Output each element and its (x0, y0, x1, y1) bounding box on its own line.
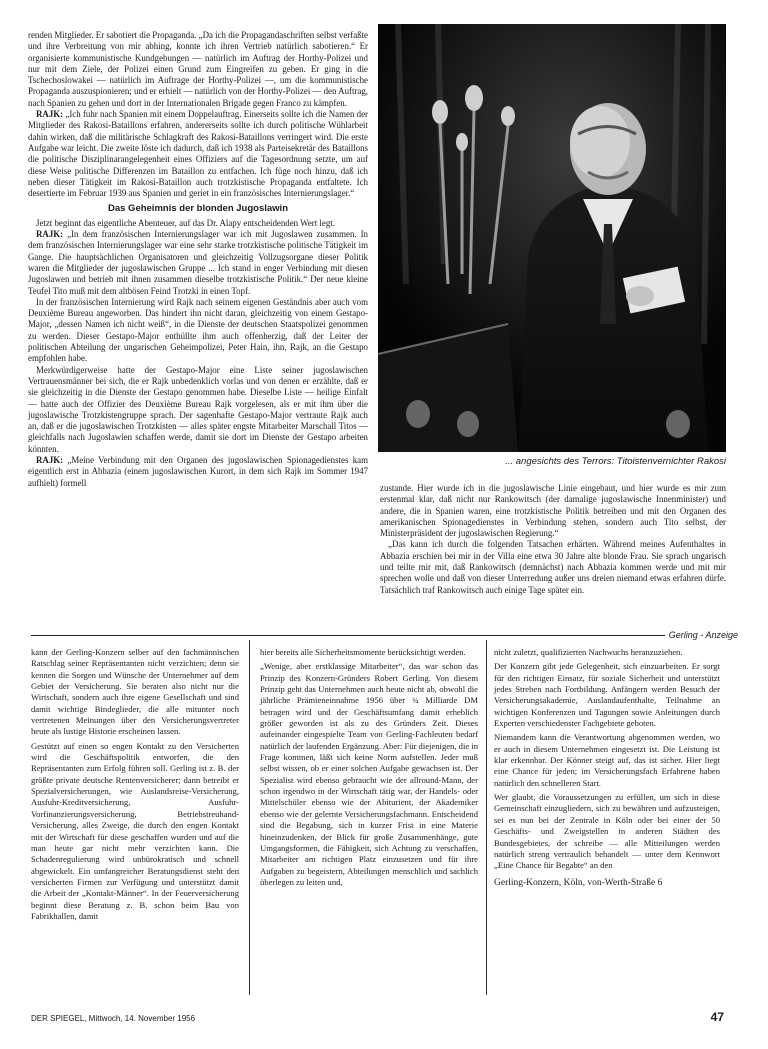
ad-label: Gerling - Anzeige (665, 630, 738, 640)
ad-paragraph: Wer glaubt, die Voraussetzungen zu erfüllen, um sich in diese Gemeinschaft einzugliedern, sich zu bewähren und aufzusteigen, sei es nun bei der Zentrale in Köln oder bei einer der 50 Geschäfts- und Zweigstellen in anderen Städten des Bundesgebietes, der schreibe — alle Mitteilungen werden natürlich streng vertraulich behandelt — unter dem Kennwort „Eine Chance für Begabte“ an den (494, 792, 720, 871)
article-paragraph (28, 30, 368, 109)
ad-address: Gerling-Konzern, Köln, von-Werth-Straße 6 (494, 877, 663, 888)
article-right-column (380, 483, 726, 596)
ad-column-2 (260, 647, 478, 891)
ad-paragraph: nicht zuletzt, qualifizierten Nachwuchs heranzuziehen. (494, 647, 683, 657)
paragraph-text: renden Mitglieder. Er sabotiert die Propaganda. „Da ich die Propagandaschriften selbst verfaßte und ihre Verbreitung von mir abhing, konnte ich ihren Vertrieb natürlich sabotieren.“ Er organisierte kommunistische Kundgebungen — natürlich im Auftrag der Horthy-Polizei und nur mit dem Ziele, der Polizei einen Grund zum Eingreifen zu geben. Er ging in die Tschechoslowakei — natürlich im Auftrage der Horthy-Polizei —, um die kommunistische Propaganda auszuspionieren; und er erhielt — natürlich von der Horthy-Polizei — den Auftrag, nach Spanien zu gehen und dort in der Internationalen Brigade gegen Franco zu kämpfen. (28, 30, 368, 108)
ad-paragraph: hier bereits alle Sicherheitsmomente berücksichtigt werden. (260, 647, 466, 657)
article-paragraph (28, 455, 368, 489)
section-heading: Das Geheimnis der blonden Jugoslawin (107, 203, 288, 215)
article-paragraph (28, 229, 368, 297)
page-number: 47 (710, 1010, 724, 1024)
footer-publication: DER SPIEGEL, Mittwoch, 14. November 1956 (31, 1014, 196, 1023)
ad-column-1 (31, 647, 239, 925)
speaker-label: RAJK: (36, 454, 64, 465)
ad-paragraph: „Wenige, aber erstklassige Mitarbeiter“, das war schon das Prinzip des Konzern-Gründers Robert Gerling. Von diesem Prinzip geht das Unternehmen auch heute nicht ab, obwohl die jährliche Prämieneinnahme 1956 über ¾ Milliarde DM betragen wird und der Geschäftsumfang damit erheblich größer geworden ist als zu des Gründers Zeit. Dieses aufeinander eingespielte Team von Gerling-Fachleuten bedarf natürlich der laufenden Ergänzung. Aber: Für diejenigen, die in Frage kommen, läßt sich keine Norm aufstellen. Jeder muß selbst wissen, ob er einer solchen Aufgabe gewachsen ist. Der Spezialist wird ebenso gebraucht wie der allround-Mann, der schon irgendwo in der Wirtschaft tätig war, der Handels- oder Mittelschüler ebenso wie der Abiturient, der Akademiker ebenso wie der gelernte Versicherungsfachmann. Entscheidend sind die Begabung, sich in kurzer Frist in eine Materie hineinzudenken, der Blick für große Zusammenhänge, gute Umgangsformen, die Fähigkeit, sich Achtung zu verschaffen, Mitarbeiter am richtigen Platz einzusetzen und für ihre Aufgaben zu begeistern, Abteilungen menschlich und sachlich überlegen zu leiten und, (260, 661, 478, 887)
article-paragraph (28, 297, 368, 365)
speaker-label: RAJK: (36, 109, 64, 120)
photo-image (378, 24, 726, 452)
ad-paragraph: Gestützt auf einen so engen Kontakt zu den Versicherten wird die Geschäftspolitik entworfen, die den Repräsentanten zum Erfolg führen soll. Gerling ist z. B. der größte private deutsche Rentenversicherer; dann betreibt er Spezialversicherungen, wie Auslandsreise-Versicherung, Ausfuhr-Kreditversicherung, Ausfuhr-Vorfinanzierungsversicherung, Betriebstreuhand-Versicherung, alles Zweige, die durch den engen Kontakt mit der Wirtschaft für diese geschaffen wurden und auf die man heute gar nicht mehr verzichten kann. Die Schadenregulierung wird unbürokratisch und schnell abgewickelt. Ein umfangreicher Beratungsdienst steht den versicherten Firmen zur Verfügung und unterstützt damit die Arbeit der „Kontakt-Männer“. In der Feuerversicherung beginnt diese Beratung z. B. schon beim Bau von Fabrikhallen, damit (31, 740, 239, 921)
paragraph-text: „Ich fuhr nach Spanien mit einem Doppelauftrag. Einerseits sollte ich die Namen der Mitglieder des Rakosi-Bataillons erfahren, andererseits sollte ich durch politische Wühlarbeit dahin wirken, daß die militärische Schlagkraft des Rakosi-Bataillons verringert wird. Die erste Aufgabe war leicht. Die zweite löste ich dadurch, daß ich 1938 als Parteisekretär des Bataillons die politische Disziplinarangelegenheit eines Offiziers auf die Tagesordnung setzte, um auf diese Weise politische Differenzen im Bataillon zu entfachen. Ich füge noch hinzu, daß ich neben dieser Tätigkeit im Rakosi-Bataillon auch trotzkistische Propaganda entfaltete. Ich desertierte im Februar 1939 aus Spanien und geriet in ein französisches Internierungslager.“ (28, 109, 368, 199)
paragraph-text: In der französischen Internierung wird Rajk nach seinem eigenen Geständnis aber auch vom Deuxième Bureau angeworben. Das hindert ihn nicht daran, gleichzeitig von einem Gestapo-Major, „dessen Namen ich nicht weiß“, in die Dienste der deutschen Staatspolizei genommen zu werden. Dieser Gestapo-Major enthüllte ihm auch offenherzig, daß der Leiter der politischen Abteilung der ungarischen Geheimpolizei, Peter Hain, ihn, Rajk, an die Gestapo empfohlen habe. (28, 296, 368, 364)
paragraph-text: Jetzt beginnt das eigentliche Abenteuer, auf das Dr. Alapy entscheidenden Wert legt. (36, 217, 335, 228)
photo-rakosi (378, 24, 726, 452)
ad-paragraph: Niemandem kann die Verantwortung abgenommen werden, wo er auch in diesem Unternehmen eingesetzt ist. Die Leistung ist klar erkennbar. Der Könner steigt auf, das ist sicher. Hier liegt eine Chance für jeden; im Versicherungsfach Erfahrene haben natürlich den schnelleren Start. (494, 732, 720, 788)
article-paragraph (28, 365, 368, 455)
article-left-column (28, 30, 368, 489)
article-paragraph: zustande. Hier wurde ich in die jugoslawische Linie eingebaut, und hier wurde es mir zum erstenmal klar, daß nicht nur Rankowitsch (der damalige jugoslawische Innenminister) und andere, die in Spanien waren, eine trotzkistische Politik betreiben und mit den Organen des amerikanischen Spionagedienstes in Verbindung stehen, sondern auch Tito selbst, der Ministerpräsident der jugoslawischen Regierung.“ (380, 483, 726, 539)
article-paragraph (28, 109, 368, 199)
paragraph-text: Merkwürdigerweise hatte der Gestapo-Major eine Liste seiner jugoslawischen Vertrauensmänner bei sich, die er Rajk unbedenklich vorlas und von denen er erzählte, daß er sie gleichzeitig in die Dienste der Gestapo genommen habe. Dieselbe Liste — heilige Einfalt — hatte auch der Offizier des Deuxième Bureau Rajk vorgelesen, als er mit ihm über die jugoslawische Trotzkistengruppe sprach. Der sagenhafte Gestapo-Major vertraute Rajk auch an, daß er die jugoslawischen Trotzkisten — alles später engste Mitarbeiter Marschall Titos — gleichfalls nach Jugoslawien schaffen werde, damit sie dort im Dienste der Gestapo arbeiten könnten. (28, 364, 368, 454)
article-paragraph (28, 218, 368, 229)
article-paragraph: „Das kann ich durch die folgenden Tatsachen erhärten. Während meines Aufenthaltes in Abbazia erschien bei mir in der Villa eine etwa 30 Jahre alte blonde Frau. Sie sprach ungarisch und teilte mir mit, daß Rankowitsch (demnächst) nach Abbazia kommen werde und mit mir sprechen wolle und daß von dieser Unterredung außer uns dreien niemand etwas erfahren dürfe. Tatsächlich traf Rankowitsch auch einige Tage später ein. (380, 539, 726, 595)
ad-separator-rule (31, 635, 721, 636)
paragraph-text: „Meine Verbindung mit den Organen des jugoslawischen Spionagedienstes kam eigentlich erst in Abbazia (einem jugoslawischen Kurort, in dem sich Rajk im Sommer 1947 aufhielt) formell (28, 454, 368, 488)
column-divider (486, 640, 487, 995)
photo-caption: ... angesichts des Terrors: Titoistenvernichter Rakosi (505, 456, 726, 467)
ad-column-3 (494, 647, 720, 892)
ad-paragraph: Der Konzern gibt jede Gelegenheit, sich einzuarbeiten. Er sorgt für den richtigen Einsatz, für soziale Sicherheit und unterstützt jedes Streben nach Fortbildung. Anfängern werden Besuch der Versicherungsakademie, Auslandaufenthalte, Teilnahme an wichtigen Konferenzen und Tagungen sowie Anleitungen durch Experten verschiedenster Fachgebiete geboten. (494, 661, 720, 729)
speaker-label: RAJK: (36, 229, 64, 240)
paragraph-text: „In dem französischen Internierungslager war ich mit Jugoslawen zusammen. In dem französischen Internierungslager war eine sehr starke trotzkistische politische Tätigkeit im Gange. Die hauptsächlichen Organisatoren und gleichzeitig Vollzugsorgane dieser Politik waren die Mitglieder der jugoslawischen Gruppe ... Ich stand in enger Verbindung mit diesen Jugoslawen und betrieb mit ihnen zusammen dieselbe trotzkistische Politik.“ Der neue kleine Teufel Tito muß mit dem altbösen Feind Trotzki in einen Topf. (28, 229, 368, 296)
ad-paragraph: kann der Gerling-Konzern selber auf den fachmännischen Ratschlag seiner Repräsentanten nicht verzichten; denn sie kennen die Sorgen und Wünsche der Unternehmer auf dem Gebiet der Versicherung. Sie beraten also nicht nur die Wirtschaft, sondern auch ihre eigene Gesellschaft und sind damit wichtige Bindeglieder, die alle mitunter noch vertretenen Meinungen über den Versicherungsvertreter heute als lustige Historie erscheinen lassen. (31, 647, 239, 737)
column-divider (249, 640, 250, 995)
